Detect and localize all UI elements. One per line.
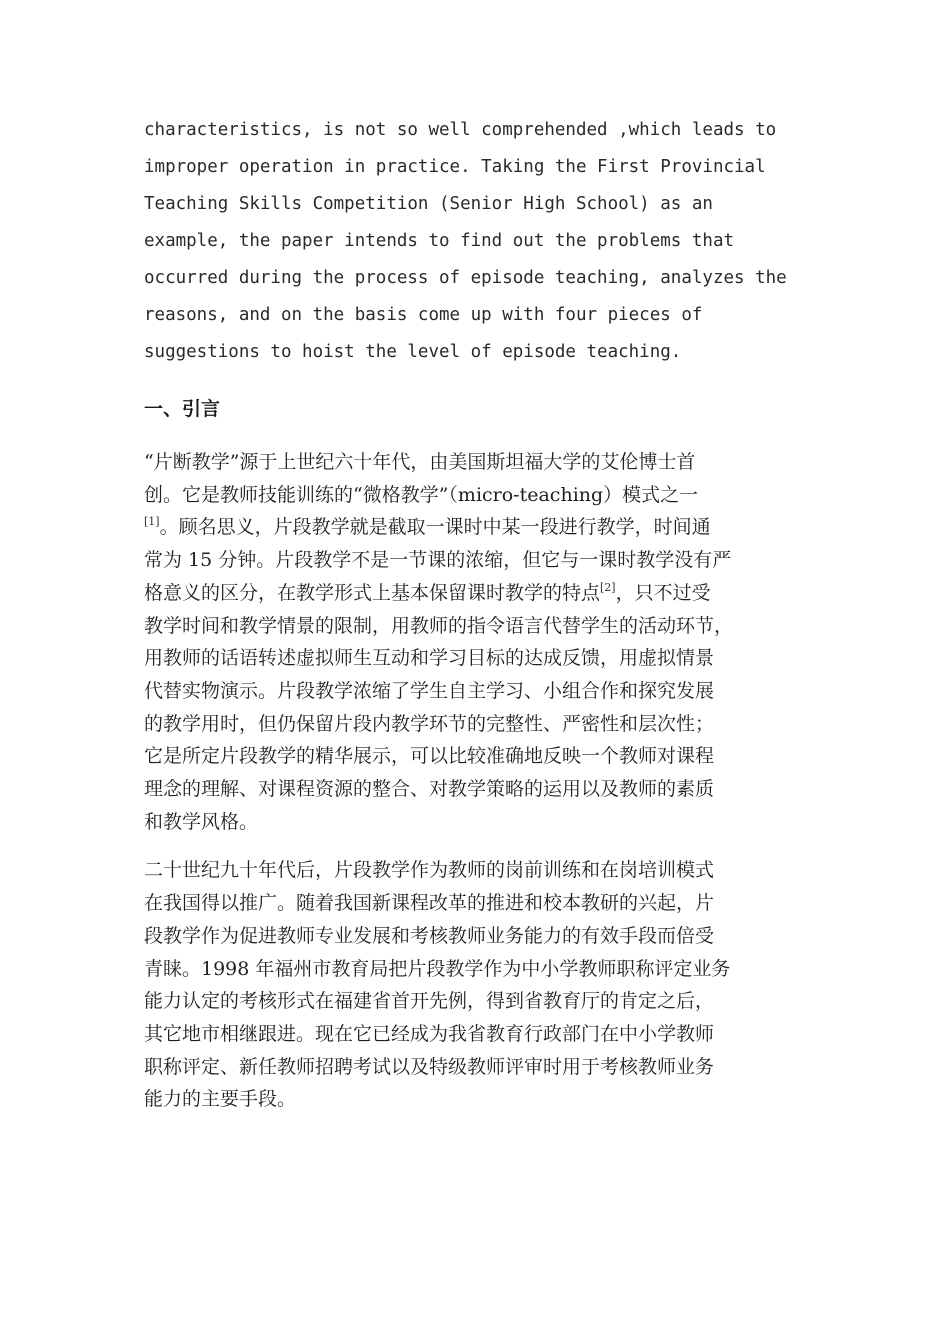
paragraph-line: “片断教学”源于上世纪六十年代，由美国斯坦福大学的艾伦博士首	[144, 451, 696, 473]
paragraph-line: 和教学风格。	[144, 810, 259, 833]
paragraph-line: 二十世纪九十年代后，片段教学作为教师的岗前训练和在岗培训模式	[144, 859, 715, 882]
paragraph-line-text: ，只不过受	[615, 581, 711, 604]
paragraph-line: 段教学作为促进教师专业发展和考核教师业务能力的有效手段而倍受	[144, 924, 715, 947]
abstract-line: Teaching Skills Competition (Senior High School) as an	[144, 194, 713, 214]
section-heading: 一、引言	[144, 398, 221, 420]
paragraph-introduction	[144, 446, 806, 838]
paragraph-line-text: 。顾名思义，片段教学就是截取一课时中某一段进行教学，时间通	[159, 516, 711, 539]
paragraph-line: 创。它是教师技能训练的“微格教学”（micro-teaching）模式之一	[144, 483, 699, 506]
paragraph-line: 青睐。1998 年福州市教育局把片段教学作为中小学教师职称评定业务	[144, 957, 731, 980]
citation-ref-2[interactable]: [2]	[600, 580, 616, 594]
paragraph-line: 理念的理解、对课程资源的整合、对教学策略的运用以及教师的素质	[144, 778, 715, 801]
abstract-line: characteristics, is not so well comprehended ,which leads to	[144, 120, 777, 140]
paragraph-line: 能力的主要手段。	[144, 1088, 297, 1111]
page-content	[144, 112, 806, 1116]
paragraph-line: 代替实物演示。片段教学浓缩了学生自主学习、小组合作和探究发展	[144, 679, 715, 702]
citation-ref-1[interactable]: [1]	[144, 515, 160, 529]
paragraph-line: 其它地市相继跟进。现在它已经成为我省教育行政部门在中小学教师	[144, 1022, 715, 1045]
paragraph-line: 在我国得以推广。随着我国新课程改革的推进和校本教研的兴起，片	[144, 892, 715, 915]
paragraph-history	[144, 854, 806, 1116]
paragraph-line: 职称评定、新任教师招聘考试以及特级教师评审时用于考核教师业务	[144, 1055, 715, 1078]
paragraph-line	[144, 511, 806, 544]
paragraph-line	[144, 577, 806, 610]
paragraph-line: 能力认定的考核形式在福建省首开先例，得到省教育厅的肯定之后，	[144, 990, 715, 1013]
paragraph-line: 教学时间和教学情景的限制，用教师的指令语言代替学生的活动环节，	[144, 614, 734, 637]
abstract-line: improper operation in practice. Taking the First Provincial	[144, 157, 766, 177]
paragraph-line: 用教师的话语转述虚拟师生互动和学习目标的达成反馈，用虚拟情景	[144, 647, 715, 670]
paragraph-line: 的教学用时，但仍保留片段内教学环节的完整性、严密性和层次性；	[144, 712, 715, 735]
abstract-line: suggestions to hoist the level of episode teaching.	[144, 342, 682, 362]
paragraph-line: 常为 15 分钟。片段教学不是一节课的浓缩，但它与一课时教学没有严	[144, 549, 732, 572]
paragraph-line-text: 格意义的区分，在教学形式上基本保留课时教学的特点	[144, 581, 601, 604]
abstract-line: reasons, and on the basis come up with four pieces of	[144, 305, 703, 325]
english-abstract	[144, 112, 806, 371]
paragraph-line: 它是所定片段教学的精华展示，可以比较准确地反映一个教师对课程	[144, 745, 715, 768]
abstract-line: example, the paper intends to find out the problems that	[144, 231, 735, 251]
abstract-line: occurred during the process of episode teaching, analyzes the	[144, 268, 787, 288]
